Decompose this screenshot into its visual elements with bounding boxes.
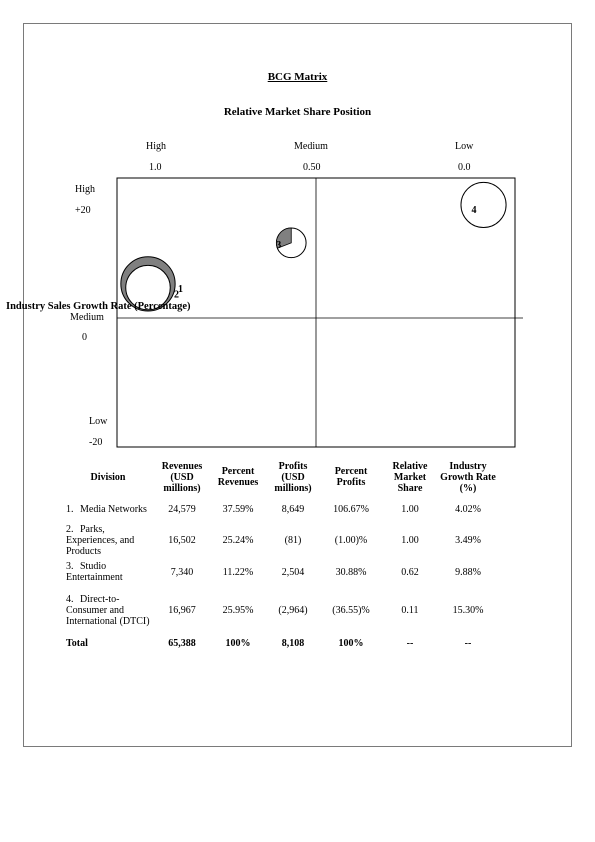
revenues-cell: 24,579 <box>168 504 196 515</box>
y-axis-title: Industry Sales Growth Rate (Percentage) <box>6 301 191 312</box>
table-total-row <box>62 635 498 651</box>
rms-cell: 1.00 <box>401 504 419 515</box>
igr-cell: 9.88% <box>455 566 481 578</box>
total-label: Total <box>66 637 88 649</box>
divisions-table <box>62 457 498 651</box>
y-header-high-value: +20 <box>75 205 91 216</box>
bubble-label-3: 3 <box>276 239 282 251</box>
table-header-row <box>62 457 498 497</box>
division-name: Direct-to-Consumer and International (DTCI) <box>66 593 150 627</box>
chart-title: BCG Matrix <box>267 71 328 83</box>
th-profits: Profits (USD millions) <box>274 460 312 494</box>
x-header-medium-value: 0.50 <box>303 162 321 173</box>
division-cell <box>62 585 154 635</box>
division-cell <box>62 559 154 585</box>
bubble-label-4: 4 <box>471 204 477 216</box>
revenues-cell: 16,967 <box>168 604 196 616</box>
bubble-label-2: 2 <box>174 289 179 301</box>
x-header-high-label: High <box>146 141 166 152</box>
row-number: 1. <box>66 504 74 515</box>
percent-profits-cell: 106.67% <box>333 504 369 515</box>
x-header-low-value: 0.0 <box>458 162 471 173</box>
rms-cell: 0.11 <box>401 604 419 616</box>
division-name: Studio Entertainment <box>66 561 123 583</box>
table-row <box>62 559 498 585</box>
row-number: 3. <box>66 561 74 572</box>
x-header-high-value: 1.0 <box>149 162 162 173</box>
y-header-medium-label: Medium <box>70 312 104 323</box>
bubble-4 <box>461 182 506 227</box>
th-division: Division <box>90 471 126 483</box>
row-number: 2. <box>66 524 74 535</box>
igr-cell: 4.02% <box>455 504 481 515</box>
profits-cell: (2,964) <box>278 604 308 616</box>
igr-cell: 15.30% <box>452 604 484 616</box>
division-cell <box>62 522 154 559</box>
x-axis-title: Relative Market Share Position <box>223 106 372 118</box>
division-name: Parks, Experiences, and Products <box>66 524 135 557</box>
percent-revenues-cell: 25.24% <box>222 535 254 546</box>
rms-cell: 1.00 <box>401 535 419 546</box>
total-percent-revenues: 100% <box>225 637 251 649</box>
table-row <box>62 522 498 559</box>
th-percent-revenues: Percent Revenues <box>217 466 259 488</box>
y-header-medium-value: 0 <box>82 332 87 343</box>
division-name: Media Networks <box>80 504 147 515</box>
revenues-cell: 16,502 <box>168 535 196 546</box>
th-percent-profits: Percent Profits <box>334 466 368 488</box>
total-revenues: 65,388 <box>168 637 196 649</box>
y-header-low-label: Low <box>89 416 108 427</box>
igr-cell: 3.49% <box>455 535 481 546</box>
percent-profits-cell: 30.88% <box>335 566 367 578</box>
th-relative-market-share: Relative Market Share <box>392 460 428 494</box>
division-cell <box>62 497 154 522</box>
row-number: 4. <box>66 593 74 605</box>
rms-cell: 0.62 <box>401 566 419 578</box>
percent-revenues-cell: 37.59% <box>222 504 254 515</box>
th-industry-growth-rate: Industry Growth Rate (%) <box>440 460 496 494</box>
total-profits: 8,108 <box>281 637 305 649</box>
percent-revenues-cell: 11.22% <box>222 566 254 578</box>
percent-profits-cell: (1.00)% <box>334 535 368 546</box>
percent-revenues-cell: 25.95% <box>222 604 254 616</box>
profits-cell: 2,504 <box>281 566 305 578</box>
y-header-low-value: -20 <box>89 437 103 448</box>
bubbles-group <box>121 182 506 311</box>
table-row <box>62 497 498 522</box>
percent-profits-cell: (36.55)% <box>332 604 370 616</box>
profits-cell: 8,649 <box>281 504 305 515</box>
th-revenues: Revenues (USD millions) <box>161 460 203 494</box>
total-igr: -- <box>464 637 472 649</box>
total-percent-profits: 100% <box>338 637 364 649</box>
y-header-high-label: High <box>75 184 95 195</box>
total-rms: -- <box>406 637 414 649</box>
table-row <box>62 585 498 635</box>
profits-cell: (81) <box>284 535 302 546</box>
x-header-low-label: Low <box>455 141 474 152</box>
revenues-cell: 7,340 <box>170 566 194 578</box>
x-header-medium-label: Medium <box>294 141 328 152</box>
bubble-label-1: 1 <box>178 283 183 295</box>
